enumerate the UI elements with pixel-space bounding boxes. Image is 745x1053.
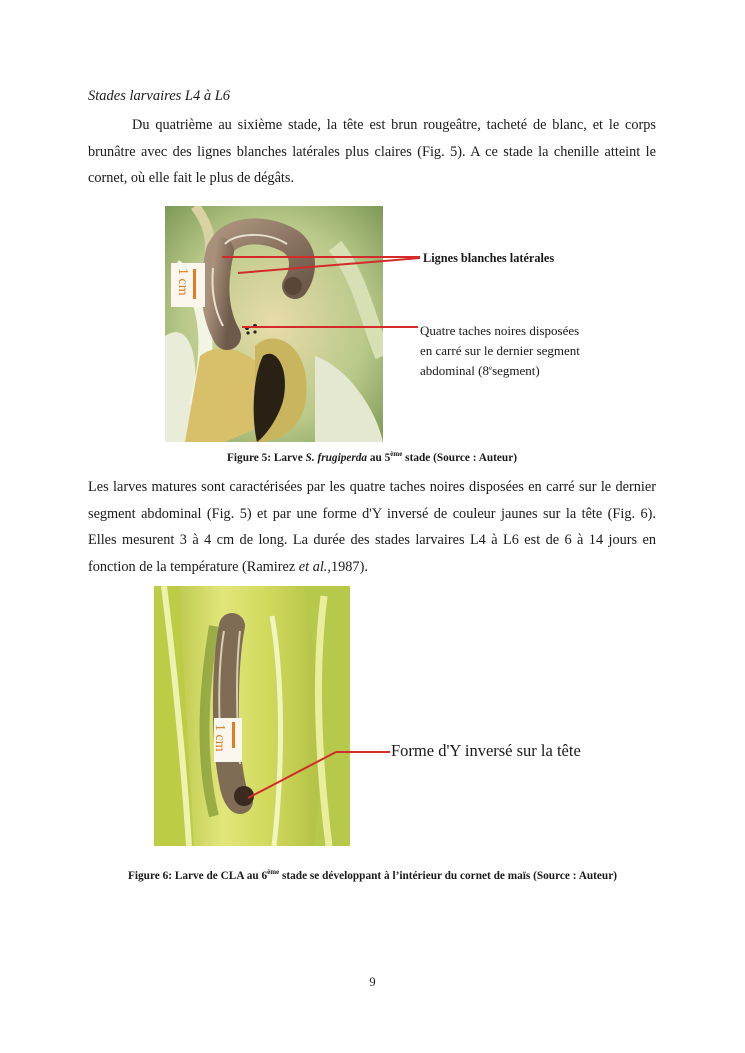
page-number: 9	[369, 975, 376, 989]
paragraph-2	[88, 474, 656, 580]
annotation-segment-sup: e	[488, 364, 493, 372]
figure-6-caption-b: stade se développant à l’intérieur du cornet de maïs (Source : Auteur)	[279, 870, 617, 882]
annotation-black-spots-line-3	[420, 361, 580, 381]
figure-5-caption-sup: ème	[390, 450, 403, 458]
figure-6-scale-label: 1 cm	[212, 724, 227, 752]
figure-5-scale-label: 1 cm	[175, 268, 190, 296]
paragraph-1: Du quatrième au sixième stade, la tête est brun rougeâtre, tacheté de blanc, et le corps brunâtre avec des lignes blanches latérales plus claires (Fig. 5). A ce stade la chenille atteint le cornet, où elle fait le plus de dégâts.	[88, 117, 656, 186]
annotation-black-spots-line-2: en carré sur le dernier segment	[420, 343, 580, 358]
figure-6-caption-sup: ème	[267, 868, 280, 876]
annotation-black-spots	[420, 321, 580, 381]
figure-5-photo	[165, 206, 383, 442]
figure-5-caption-b: au 5	[367, 452, 391, 464]
annotation-lateral-lines: Lignes blanches latérales	[423, 251, 555, 265]
annotation-segment-text-2: segment)	[492, 363, 540, 378]
paragraph-2-etal: et al.,	[298, 558, 331, 575]
paragraph-2-year: 1987).	[330, 558, 368, 575]
figure-5-caption-c: stade (Source : Auteur)	[402, 452, 517, 464]
figure-6-photo	[154, 586, 350, 846]
figure-5-caption	[88, 452, 656, 464]
annotation-black-spots-line-1: Quatre taches noires disposées	[420, 323, 580, 338]
figure-6-caption	[60, 870, 685, 882]
section-heading: Stades larvaires L4 à L6	[88, 88, 231, 104]
annotation-segment-text: abdominal (8	[420, 363, 489, 378]
figure-5-caption-a: Figure 5: Larve	[227, 452, 306, 464]
annotation-inverted-y: Forme d'Y inversé sur la tête	[391, 741, 581, 760]
paragraph-2-text: Les larves matures sont caractérisées par les quatre taches noires disposées en carré sur le dernier segment abdominal (Fig. 5) et par une forme d'Y inversé de couleur jaunes sur la tête (Fig. 6). Elles mesurent 3 à 4 cm de long. La durée des stades larvaires L4 à L6 est de 6 à 14 jours en fonction de la température (Ramirez	[88, 479, 656, 575]
figure-6-caption-a: Figure 6: Larve de CLA au 6	[127, 870, 268, 882]
figure-5-caption-species: S. frugiperda	[305, 452, 368, 464]
